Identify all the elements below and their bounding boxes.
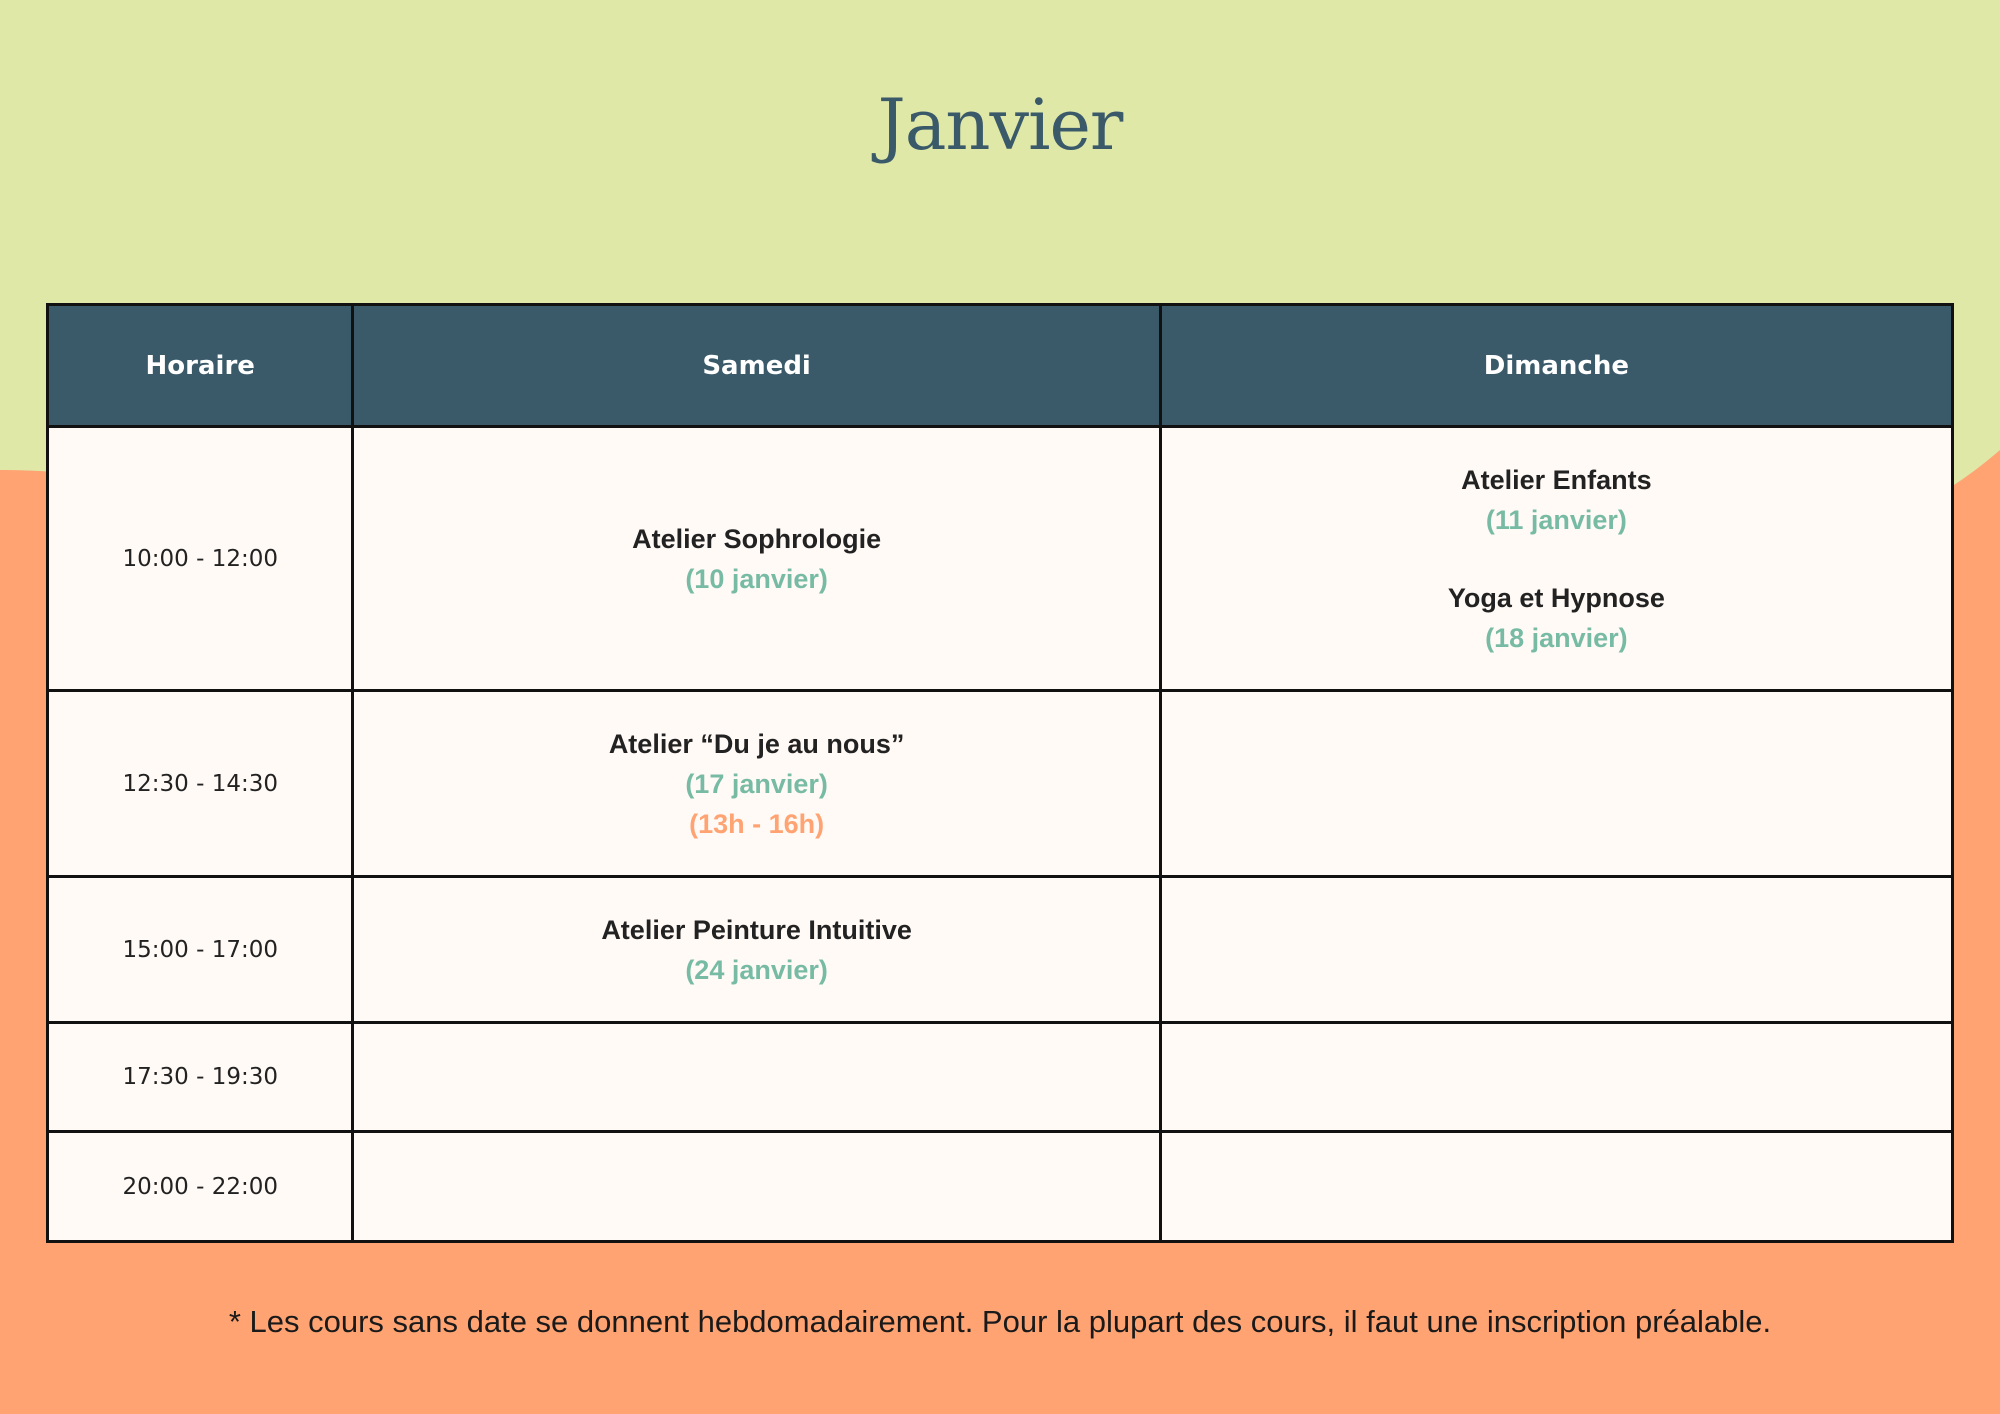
event: [354, 724, 1158, 844]
dimanche-cell: [1160, 691, 1952, 877]
samedi-cell: [353, 877, 1160, 1023]
event-date: (17 janvier): [685, 768, 828, 799]
header-row: [48, 305, 1953, 427]
time-cell: 10:00 - 12:00: [48, 427, 353, 691]
page-title: Janvier: [877, 84, 1123, 166]
event-date: (11 janvier): [1485, 504, 1627, 535]
time-cell: 17:30 - 19:30: [48, 1023, 353, 1132]
table-row: [48, 1023, 1953, 1132]
header-samedi: Samedi: [353, 305, 1160, 427]
samedi-cell: [353, 1023, 1160, 1132]
header-horaire: Horaire: [48, 305, 353, 427]
event-date: (10 janvier): [685, 563, 828, 594]
event-title: Atelier Enfants: [1461, 464, 1652, 495]
table-row: [48, 1132, 1953, 1242]
event: [1162, 460, 1951, 540]
event: [1162, 578, 1951, 658]
table-row: [48, 691, 1953, 877]
header-dimanche: Dimanche: [1160, 305, 1952, 427]
dimanche-cell: [1160, 877, 1952, 1023]
dimanche-cell: [1160, 1023, 1952, 1132]
dimanche-cell: [1160, 1132, 1952, 1242]
event-date: (24 janvier): [685, 954, 828, 985]
event: [354, 910, 1158, 990]
samedi-cell: [353, 691, 1160, 877]
event-title: Atelier Sophrologie: [632, 523, 882, 554]
event-title: Atelier Peinture Intuitive: [601, 914, 912, 945]
event-title: Atelier “Du je au nous”: [608, 728, 905, 759]
time-cell: 20:00 - 22:00: [48, 1132, 353, 1242]
event-hours: (13h - 16h): [689, 808, 825, 839]
samedi-cell: [353, 427, 1160, 691]
table-row: [48, 877, 1953, 1023]
event-title: Yoga et Hypnose: [1447, 582, 1665, 613]
time-cell: 12:30 - 14:30: [48, 691, 353, 877]
event: [354, 519, 1158, 599]
table-row: [48, 427, 1953, 691]
schedule-table: [46, 303, 1954, 1243]
footnote: * Les cours sans date se donnent hebdomadairement. Pour la plupart des cours, il faut une inscription préalable.: [228, 1304, 1772, 1339]
dimanche-cell: [1160, 427, 1952, 691]
samedi-cell: [353, 1132, 1160, 1242]
time-cell: 15:00 - 17:00: [48, 877, 353, 1023]
event-date: (18 janvier): [1485, 622, 1628, 653]
